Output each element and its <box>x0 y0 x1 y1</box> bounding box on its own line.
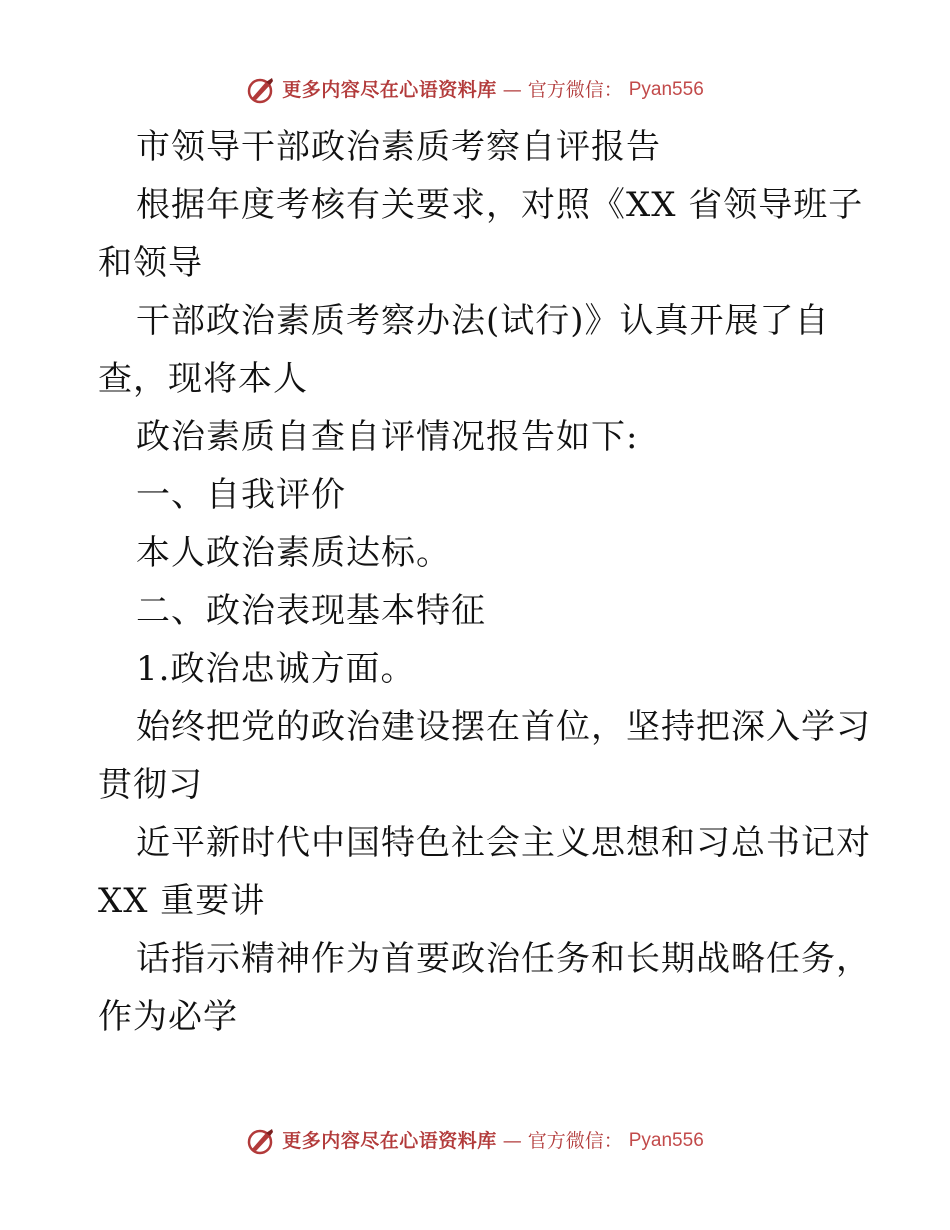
paragraph-line: 和领导 <box>98 243 203 283</box>
paragraph-line: 近平新时代中国特色社会主义思想和习总书记对 <box>136 823 871 863</box>
paragraph-line: 本人政治素质达标。 <box>136 533 451 573</box>
paragraph-line: 始终把党的政治建设摆在首位，坚持把深入学习 <box>136 707 871 747</box>
section-heading: 一、自我评价 <box>136 475 346 515</box>
watermark-separator: — <box>502 79 522 101</box>
watermark-wechat-label: 官方微信： <box>527 79 623 101</box>
section-heading: 二、政治表现基本特征 <box>136 591 486 631</box>
header-watermark <box>0 76 950 104</box>
watermark-wechat-label: 官方微信： <box>527 1130 623 1152</box>
footer-watermark <box>0 1127 950 1155</box>
pen-logo-icon <box>246 76 276 104</box>
paragraph-line: 政治素质自查自评情况报告如下: <box>136 417 639 457</box>
subsection-heading: 1.政治忠诚方面。 <box>136 649 416 689</box>
paragraph-line: 作为必学 <box>98 997 238 1037</box>
pen-logo-icon <box>246 1127 276 1155</box>
paragraph-line: 话指示精神作为首要政治任务和长期战略任务， <box>136 939 871 979</box>
document-title: 市领导干部政治素质考察自评报告 <box>136 127 661 167</box>
paragraph-line: 贯彻习 <box>98 765 203 805</box>
watermark-separator: — <box>502 1130 522 1152</box>
watermark-text: 更多内容尽在心语资料库 <box>282 79 497 101</box>
watermark-text: 更多内容尽在心语资料库 <box>282 1130 497 1152</box>
paragraph-line: 干部政治素质考察办法(试行)》认真开展了自 <box>136 301 830 341</box>
paragraph-line: 根据年度考核有关要求，对照《XX 省领导班子 <box>136 185 864 225</box>
paragraph-line: 查，现将本人 <box>98 359 308 399</box>
watermark-wechat-id: Pyan556 <box>628 1130 704 1151</box>
document-body <box>98 118 871 1046</box>
watermark-wechat-id: Pyan556 <box>628 79 704 100</box>
paragraph-line: XX 重要讲 <box>98 881 266 921</box>
